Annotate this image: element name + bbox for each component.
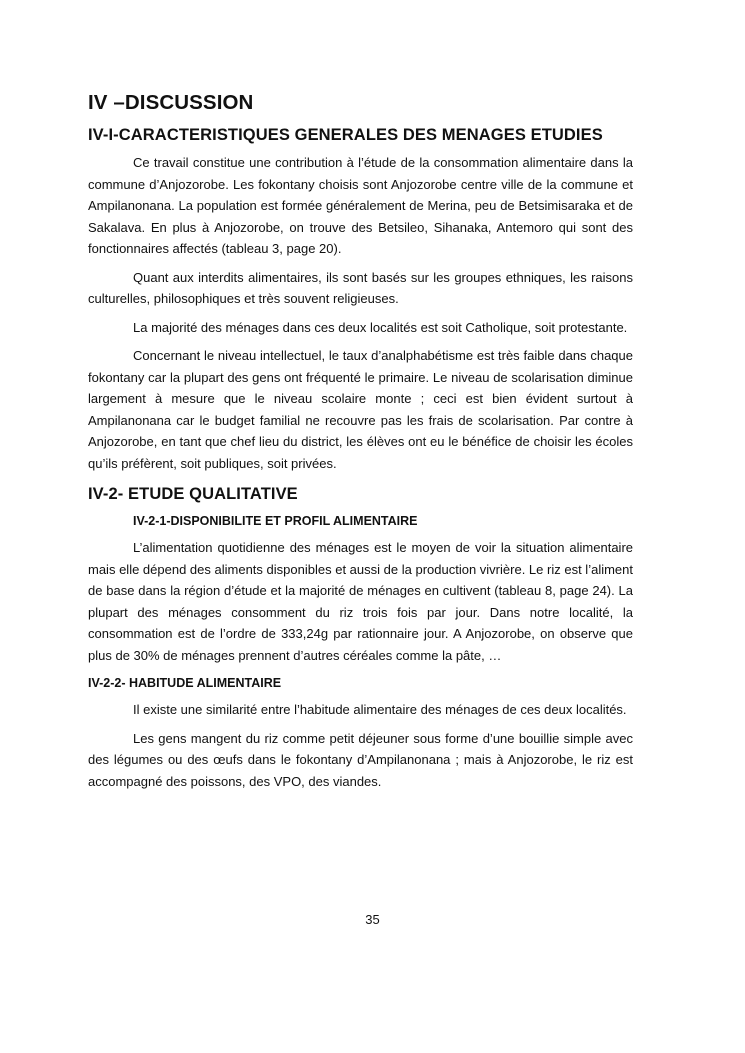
paragraph: Ce travail constitue une contribution à l’étude de la consommation alimentaire dans la commune d’Anjozorobe. Les fokontany choisis sont Anjozorobe centre ville de la commune et Ampilanonana. La population est formée généralement de Merina, peu de Betsimisaraka et de Sakalava. En plus à Anjozorobe, on trouve des Betsileo, Sihanaka, Antemoro qui sont des fonctionnaires affectés (tableau 3, page 20).: [88, 155, 633, 256]
section-heading-1: IV-I-CARACTERISTIQUES GENERALES DES MENAGES ETUDIES: [88, 126, 603, 144]
paragraph: La majorité des ménages dans ces deux localités est soit Catholique, soit protestante.: [133, 319, 628, 335]
section-heading-2: IV-2- ETUDE QUALITATIVE: [88, 485, 298, 503]
page-number: 35: [365, 912, 380, 927]
paragraph: Concernant le niveau intellectuel, le taux d’analphabétisme est très faible dans chaque fokontany car la plupart des gens ont fréquenté le primaire. Le niveau de scolarisation diminue largement à mesure que le niveau scolaire monte ; ceci est bien évident surtout à Ampilanonana car le budget familial ne recouvre pas les frais de scolarisation. Par contre à Anjozorobe, en tant que chef lieu du district, les élèves ont eu le bénéfice de choisir les écoles qu’ils préfèrent, soit publiques, soit privées.: [88, 348, 633, 471]
paragraph: L’alimentation quotidienne des ménages est le moyen de voir la situation alimentaire mais elle dépend des aliments disponibles et aussi de la production vivrière. Le riz est l’aliment de base dans la région d’étude et la majorité de ménages en cultivent (tableau 8, page 24). La plupart des ménages consomment du riz trois fois par jour. Dans notre localité, la consommation est de l’ordre de 333,24g par rationnaire jour. A Anjozorobe, on observe que plus de 30% de ménages prennent d’autres céréales comme la pâte, …: [88, 540, 633, 663]
subsection-heading-2-1: IV-2-1-DISPONIBILITE ET PROFIL ALIMENTAIRE: [133, 514, 418, 528]
paragraph: Il existe une similarité entre l’habitude alimentaire des ménages de ces deux localités.: [133, 702, 627, 717]
paragraph: Quant aux interdits alimentaires, ils sont basés sur les groupes ethniques, les raisons culturelles, philosophiques et très souvent religieuses.: [88, 269, 633, 306]
chapter-heading: IV –DISCUSSION: [88, 91, 254, 114]
paragraph: Les gens mangent du riz comme petit déjeuner sous forme d’une bouillie simple avec des légumes ou des œufs dans le fokontany d’Ampilanonana ; mais à Anjozorobe, le riz est accompagné des poissons, des VPO, des viandes.: [88, 730, 633, 789]
document-page: [88, 88, 633, 799]
subsection-heading-2-2: IV-2-2- HABITUDE ALIMENTAIRE: [88, 676, 282, 690]
